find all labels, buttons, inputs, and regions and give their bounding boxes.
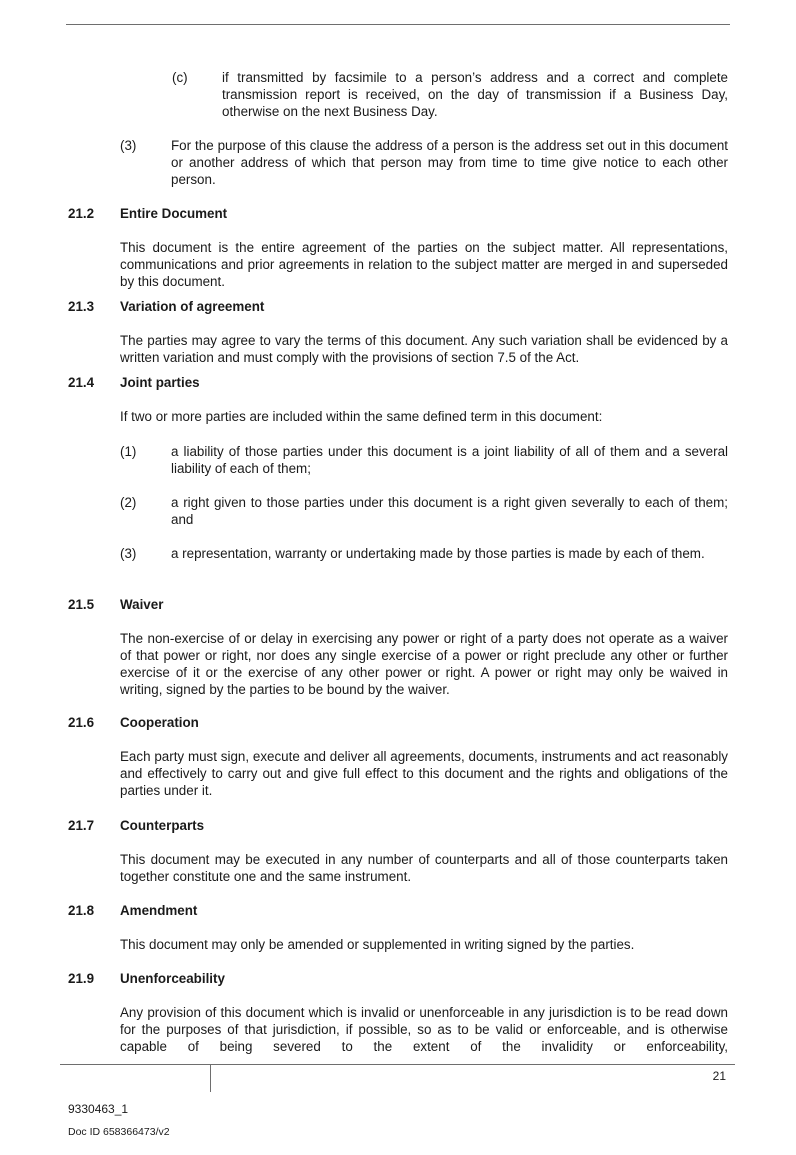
page-number: 21 bbox=[712, 1069, 726, 1083]
joint-item-1-text: a liability of those parties under this document is a joint liability of all of them and a several liability of each of them; bbox=[171, 444, 728, 476]
joint-item-3-label: (3) bbox=[120, 546, 137, 561]
section-21-4-title: Joint parties bbox=[120, 375, 200, 390]
section-21-9-number: 21.9 bbox=[68, 971, 95, 986]
clause-c-label: (c) bbox=[172, 70, 188, 85]
section-21-6-body: Each party must sign, execute and deliver all agreements, documents, instruments and act reasonably and effectively to carry out and give full effect to this document and the rights and obligations of the parties under it. bbox=[120, 749, 728, 798]
section-21-2-number: 21.2 bbox=[68, 206, 95, 221]
joint-item-3-text: a representation, warranty or undertaking made by those parties is made by each of them. bbox=[171, 546, 705, 561]
section-21-3-number: 21.3 bbox=[68, 299, 95, 314]
section-21-3-title: Variation of agreement bbox=[120, 299, 265, 314]
footer-divider bbox=[210, 1065, 211, 1092]
section-21-2-body: This document is the entire agreement of the parties on the subject matter. All representations, communications and prior agreements in relation to the subject matter are merged in and superseded by this document. bbox=[120, 240, 728, 289]
section-21-9-body: Any provision of this document which is invalid or unenforceable in any jurisdiction is to be read down for the purposes of that jurisdiction, if possible, so as to be valid or enforceable, and is otherwise capable of being severed to the extent of the invalidity or enforceability, bbox=[120, 1005, 728, 1054]
doc-id: Doc ID 658366473/v2 bbox=[68, 1126, 170, 1138]
clause-3-label: (3) bbox=[120, 138, 137, 153]
footer-rule bbox=[60, 1064, 735, 1065]
section-21-5-body: The non-exercise of or delay in exercising any power or right of a party does not operate as a waiver of that power or right, nor does any single exercise of a power or right preclude any other or further exercise of it or the exercise of any other power or right. A power or right may only be waived in writing, signed by the parties to be bound by the waiver. bbox=[120, 631, 728, 697]
section-21-8-title: Amendment bbox=[120, 903, 198, 918]
section-21-7-title: Counterparts bbox=[120, 818, 205, 833]
section-21-3-body: The parties may agree to vary the terms of this document. Any such variation shall be evidenced by a written variation and must comply with the provisions of section 7.5 of the Act. bbox=[120, 333, 728, 365]
section-21-8-number: 21.8 bbox=[68, 903, 95, 918]
section-21-9-title: Unenforceability bbox=[120, 971, 225, 986]
section-21-4-number: 21.4 bbox=[68, 375, 95, 390]
section-21-5-number: 21.5 bbox=[68, 597, 95, 612]
section-21-7-body: This document may be executed in any number of counterparts and all of those counterparts taken together constitute one and the same instrument. bbox=[120, 852, 728, 884]
section-21-7-number: 21.7 bbox=[68, 818, 95, 833]
clause-3-text: For the purpose of this clause the address of a person is the address set out in this document or another address of which that person may from time to time give notice to each other person. bbox=[171, 138, 728, 187]
joint-item-1-label: (1) bbox=[120, 444, 137, 459]
section-21-6-title: Cooperation bbox=[120, 715, 199, 730]
section-21-2-title: Entire Document bbox=[120, 206, 228, 221]
document-number: 9330463_1 bbox=[68, 1102, 129, 1116]
header-rule bbox=[66, 24, 730, 25]
joint-item-2-label: (2) bbox=[120, 495, 137, 510]
section-21-4-body: If two or more parties are included within the same defined term in this document: bbox=[120, 409, 603, 424]
section-21-6-number: 21.6 bbox=[68, 715, 95, 730]
section-21-8-body: This document may only be amended or supplemented in writing signed by the parties. bbox=[120, 937, 635, 952]
joint-item-2-text: a right given to those parties under this document is a right given severally to each of them; and bbox=[171, 495, 728, 527]
section-21-5-title: Waiver bbox=[120, 597, 164, 612]
clause-c-text: if transmitted by facsimile to a person’s address and a correct and complete transmission report is received, on the day of transmission if a Business Day, otherwise on the next Business Day. bbox=[222, 70, 728, 119]
